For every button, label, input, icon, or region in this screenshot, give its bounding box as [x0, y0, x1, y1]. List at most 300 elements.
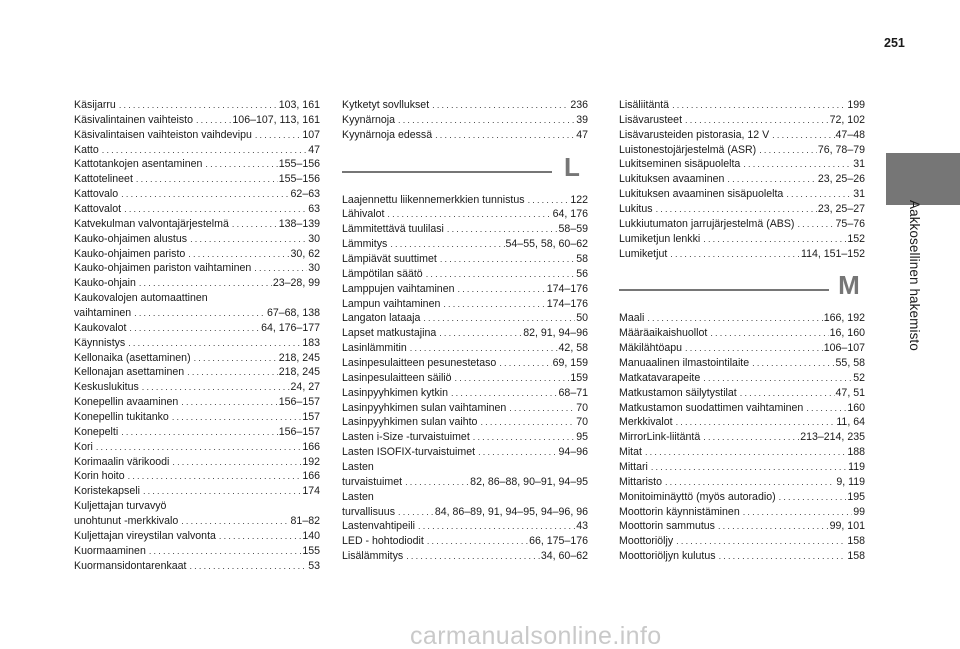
entry-pages: 47 — [576, 128, 588, 141]
entry-pages: 68–71 — [558, 386, 588, 399]
index-entry — [342, 549, 588, 564]
entry-pages: 166, 192 — [823, 312, 865, 325]
entry-term: Matkatavarapeite — [619, 371, 701, 384]
entry-term: Lastenvahtipeili — [342, 520, 416, 533]
letter-label: M — [838, 270, 860, 301]
entry-term: Lasten i-Size -turvaistuimet — [342, 431, 470, 444]
entry-pages: 43 — [576, 520, 588, 533]
index-entry — [619, 490, 865, 505]
entry-term: Korimaalin värikoodi — [74, 455, 170, 468]
entry-term: Kyynärnoja edessä — [342, 128, 433, 141]
entry-term: Moottoriöljy — [619, 535, 674, 548]
entry-term: Lukitseminen sisäpuolelta — [619, 158, 741, 171]
entry-pages: 72, 102 — [829, 113, 865, 126]
index-entry — [342, 534, 588, 549]
entry-term: Kellonajan asettaminen — [74, 366, 185, 379]
entry-term: Kyynärnoja — [342, 113, 395, 126]
index-entry — [342, 505, 588, 520]
index-entry — [342, 341, 588, 356]
entry-term: Lisäliitäntä — [619, 99, 670, 111]
dot-leader — [478, 445, 557, 460]
entry-pages: 69, 159 — [552, 357, 588, 370]
index-entry — [342, 222, 588, 237]
entry-term: Lasinpyyhkimen sulan vaihtaminen — [342, 401, 507, 414]
entry-term: Lisävarusteet — [619, 113, 683, 126]
entry-pages: 138–139 — [278, 217, 320, 230]
dot-leader — [142, 380, 290, 395]
entry-term: unohtunut -merkkivalo — [74, 515, 179, 528]
entry-term: Lukkiutumaton jarrujärjestelmä (ABS) — [619, 217, 795, 230]
index-entry — [74, 172, 320, 187]
index-entry — [74, 187, 320, 202]
entry-pages: 76, 78–79 — [817, 143, 865, 156]
index-entry — [74, 128, 320, 143]
dot-leader — [786, 187, 852, 202]
entry-pages: 50 — [576, 312, 588, 325]
entry-pages: 213–214, 235 — [800, 431, 865, 444]
entry-pages: 158 — [847, 535, 865, 548]
letter-heading-m — [619, 269, 865, 301]
entry-pages: 157 — [302, 411, 320, 424]
entry-term: Kytketyt sovllukset — [342, 99, 430, 111]
index-entry — [619, 311, 865, 326]
entry-pages: 66, 175–176 — [529, 535, 588, 548]
dot-leader — [473, 430, 575, 445]
entry-pages: 166 — [302, 470, 320, 483]
entry-pages: 236 — [570, 99, 588, 111]
index-entry — [619, 519, 865, 534]
dot-leader — [458, 282, 546, 297]
dot-leader — [752, 356, 834, 371]
entry-pages: 9, 119 — [836, 475, 865, 488]
index-entry — [342, 356, 588, 371]
page-number: 251 — [884, 36, 905, 50]
entry-term: turvallisuus — [342, 505, 395, 518]
dot-leader — [121, 425, 278, 440]
entry-term: Maali — [619, 312, 645, 325]
index-entry — [619, 217, 865, 232]
dot-leader — [187, 365, 278, 380]
entry-pages: 158 — [847, 550, 865, 563]
dot-leader — [219, 529, 301, 544]
entry-pages: 174–176 — [546, 297, 588, 310]
index-entry — [74, 440, 320, 455]
dot-leader — [743, 505, 852, 520]
dot-leader — [387, 207, 551, 222]
entry-pages: 23, 25–26 — [817, 173, 865, 186]
entry-term: Käsivalintainen vaihteisto — [74, 113, 193, 126]
entry-pages: 47 — [308, 143, 320, 156]
entry-pages: 140 — [302, 529, 320, 542]
dot-leader — [190, 232, 307, 247]
entry-term: Lukituksen avaaminen — [619, 173, 725, 186]
entry-term: Lasinpesulaitteen säiliö — [342, 371, 452, 384]
entry-pages: 218, 245 — [278, 366, 320, 379]
index-entry — [74, 484, 320, 499]
entry-list — [342, 193, 588, 564]
index-entry — [619, 386, 865, 401]
index-entry — [619, 113, 865, 128]
entry-term: Lasinpesulaitteen pesunestetaso — [342, 357, 497, 370]
index-entry — [342, 113, 588, 128]
index-entry — [74, 380, 320, 395]
index-entry — [342, 519, 588, 534]
index-entry — [74, 98, 320, 113]
entry-pages: 56 — [576, 267, 588, 280]
entry-term: Käynnistys — [74, 336, 126, 349]
index-entry — [342, 267, 588, 282]
index-entry — [74, 544, 320, 559]
index-entry — [619, 157, 865, 172]
dot-leader — [439, 326, 522, 341]
dot-leader — [685, 113, 829, 128]
entry-pages: 54–55, 58, 60–62 — [505, 238, 588, 251]
index-entry — [74, 247, 320, 262]
dot-leader — [509, 401, 575, 416]
entry-pages: 31 — [853, 158, 865, 171]
index-entry — [74, 514, 320, 529]
dot-leader — [124, 202, 307, 217]
entry-pages: 119 — [848, 461, 865, 474]
entry-pages: 174 — [302, 485, 320, 498]
entry-pages: 155–156 — [278, 158, 320, 171]
index-entry — [619, 401, 865, 416]
dot-leader — [797, 217, 834, 232]
index-entry — [74, 113, 320, 128]
entry-term: Konepellin tukitanko — [74, 411, 169, 424]
dot-leader — [740, 386, 835, 401]
dot-leader — [779, 490, 847, 505]
entry-pages: 30 — [308, 232, 320, 245]
dot-leader — [196, 113, 231, 128]
entry-pages: 67–68, 138 — [266, 307, 320, 320]
dot-leader — [703, 232, 846, 247]
entry-term: Lisävarusteiden pistorasia, 12 V — [619, 128, 770, 141]
entry-term: Moottorin käynnistäminen — [619, 505, 740, 518]
index-entry — [74, 351, 320, 366]
entry-term: Kaukovalot — [74, 321, 127, 334]
entry-pages: 70 — [576, 401, 588, 414]
dot-leader — [656, 202, 817, 217]
side-title-text: Aakkosellinen hakemisto — [907, 200, 922, 351]
dot-leader — [121, 187, 289, 202]
index-entry — [619, 247, 865, 262]
dot-leader — [102, 143, 307, 158]
entry-term: Käsijarru — [74, 99, 116, 111]
index-entry — [342, 128, 588, 143]
index-entry — [619, 143, 865, 158]
index-entry — [619, 128, 865, 143]
entry-pages: 64, 176 — [552, 208, 588, 221]
section-tab-marker — [886, 153, 960, 205]
entry-pages: 174–176 — [546, 282, 588, 295]
entry-term: Katvekulman valvontajärjestelmä — [74, 217, 229, 230]
index-entry — [619, 460, 865, 475]
entry-pages: 183 — [302, 336, 320, 349]
index-column-3 — [619, 98, 865, 564]
entry-term: Lukitus — [619, 203, 653, 216]
dot-leader — [406, 549, 540, 564]
dot-leader — [405, 475, 469, 490]
entry-term: Kauko-ohjaimen alustus — [74, 232, 188, 245]
dot-leader — [670, 247, 800, 262]
dot-leader — [806, 401, 846, 416]
index-entry — [74, 455, 320, 470]
dot-leader — [447, 222, 558, 237]
entry-term: Lisälämmitys — [342, 550, 404, 563]
index-entry — [74, 217, 320, 232]
index-entry — [342, 193, 588, 208]
index-entry — [342, 311, 588, 326]
index-entry — [342, 445, 588, 460]
dot-leader — [710, 326, 828, 341]
dot-leader — [440, 252, 575, 267]
dot-leader — [759, 143, 817, 158]
dot-leader — [435, 128, 575, 143]
entry-pages: 106–107, 113, 161 — [232, 113, 320, 126]
index-entry — [619, 341, 865, 356]
watermark: carmanualsonline.info — [410, 622, 662, 649]
entry-term: Mittari — [619, 461, 648, 474]
entry-term: Lasinpyyhkimen kytkin — [342, 386, 448, 399]
entry-pages: 84, 86–89, 91, 94–95, 94–96, 96 — [434, 505, 588, 518]
entry-pages: 160 — [847, 401, 865, 414]
entry-pages: 75–76 — [835, 217, 865, 230]
entry-term: Luistonestojärjestelmä (ASR) — [619, 143, 757, 156]
entry-pages: 23, 25–27 — [817, 203, 865, 216]
index-entry — [619, 202, 865, 217]
entry-term: Lämmitys — [342, 238, 388, 251]
dot-leader — [119, 98, 278, 113]
entry-pages: 55, 58 — [835, 357, 865, 370]
dot-leader — [194, 351, 278, 366]
entry-pages: 53 — [308, 559, 320, 572]
dot-leader — [727, 172, 816, 187]
index-entry — [342, 282, 588, 297]
entry-pages: 195 — [847, 490, 865, 503]
entry-term: Matkustamon säilytystilat — [619, 386, 737, 399]
index-entry — [342, 386, 588, 401]
entry-term: Lumiketjut — [619, 247, 668, 260]
index-entry — [342, 207, 588, 222]
entry-list — [619, 311, 865, 564]
index-entry — [342, 252, 588, 267]
entry-pages: 82, 91, 94–96 — [523, 327, 588, 340]
entry-term: MirrorLink-liitäntä — [619, 431, 701, 444]
entry-term: Kattotankojen asentaminen — [74, 158, 203, 171]
entry-term: Matkustamon suodattimen vaihtaminen — [619, 401, 804, 414]
entry-pages: 114, 151–152 — [800, 247, 865, 260]
entry-pages: 47, 51 — [835, 386, 865, 399]
entry-pages: 23–28, 99 — [272, 277, 320, 290]
entry-term: Mitat — [619, 446, 642, 459]
dot-leader — [181, 395, 278, 410]
entry-pages: 188 — [847, 446, 865, 459]
dot-leader — [128, 469, 302, 484]
index-entry — [619, 505, 865, 520]
index-entry — [74, 157, 320, 172]
entry-term: Lämpötilan säätö — [342, 267, 423, 280]
dot-leader — [528, 193, 570, 208]
index-entry — [619, 98, 865, 113]
entry-pages: 218, 245 — [278, 351, 320, 364]
entry-pages: 31 — [853, 188, 865, 201]
dot-leader — [685, 341, 823, 356]
index-entry — [74, 336, 320, 351]
index-entry — [74, 321, 320, 336]
index-entry — [342, 371, 588, 386]
index-entry — [619, 445, 865, 460]
dot-leader — [134, 306, 266, 321]
dot-leader — [719, 549, 847, 564]
dot-leader — [676, 534, 846, 549]
dot-leader — [443, 297, 545, 312]
entry-pages: 199 — [847, 99, 865, 111]
entry-pages: 99 — [853, 505, 865, 518]
entry-term: Mäkilähtöapu — [619, 342, 683, 355]
index-entry-continued: Lasten — [342, 490, 374, 503]
dot-leader — [254, 261, 307, 276]
dot-leader — [255, 128, 301, 143]
entry-term: Korin hoito — [74, 470, 125, 483]
index-column-2 — [342, 98, 588, 564]
entry-term: Katto — [74, 143, 99, 156]
entry-pages: 106–107 — [823, 342, 865, 355]
index-entry — [619, 356, 865, 371]
entry-pages: 155 — [302, 544, 320, 557]
entry-term: Lampun vaihtaminen — [342, 297, 441, 310]
entry-term: turvaistuimet — [342, 475, 403, 488]
index-entry-continued: Kuljettajan turvavyö — [74, 500, 167, 513]
entry-pages: 58 — [576, 253, 588, 266]
entry-pages: 58–59 — [558, 223, 588, 236]
entry-term: Mittaristo — [619, 475, 662, 488]
index-entry — [342, 98, 588, 113]
dot-leader — [647, 311, 822, 326]
dot-leader — [418, 519, 575, 534]
entry-pages: 30, 62 — [290, 247, 320, 260]
entry-pages: 99, 101 — [829, 520, 865, 533]
index-entry — [619, 326, 865, 341]
entry-pages: 156–157 — [278, 396, 320, 409]
entry-pages: 52 — [853, 371, 865, 384]
dot-leader — [139, 276, 272, 291]
entry-term: Kellonaika (asettaminen) — [74, 351, 191, 364]
dot-leader — [499, 356, 551, 371]
index-entry — [74, 410, 320, 425]
entry-term: Moottorin sammutus — [619, 520, 715, 533]
entry-term: Käsivalintaisen vaihteiston vaihdevipu — [74, 128, 252, 141]
dot-leader — [480, 415, 575, 430]
entry-pages: 24, 27 — [290, 381, 320, 394]
dot-leader — [423, 311, 575, 326]
entry-pages: 159 — [570, 371, 588, 384]
index-entry — [342, 326, 588, 341]
entry-term: Koristekapseli — [74, 485, 140, 498]
entry-term: Lukituksen avaaminen sisäpuolelta — [619, 188, 784, 201]
dot-leader — [205, 157, 277, 172]
dot-leader — [181, 514, 289, 529]
dot-leader — [455, 371, 570, 386]
index-entry — [342, 237, 588, 252]
dot-leader — [665, 475, 835, 490]
entry-term: Lähivalot — [342, 208, 385, 221]
entry-pages: 30 — [308, 262, 320, 275]
dot-leader — [426, 267, 576, 282]
entry-term: Konepellin avaaminen — [74, 396, 179, 409]
entry-term: vaihtaminen — [74, 307, 132, 320]
dot-leader — [645, 445, 846, 460]
dot-leader — [718, 519, 829, 534]
dot-leader — [743, 157, 852, 172]
index-entry — [74, 143, 320, 158]
dot-leader — [772, 128, 834, 143]
entry-term: Kauko-ohjaimen paristo — [74, 247, 186, 260]
letter-rule — [342, 171, 552, 173]
entry-pages: 62–63 — [290, 188, 320, 201]
index-entry — [619, 371, 865, 386]
dot-leader — [410, 341, 558, 356]
entry-pages: 122 — [570, 193, 588, 206]
index-entry — [74, 365, 320, 380]
entry-pages: 95 — [576, 431, 588, 444]
entry-term: Lamppujen vaihtaminen — [342, 282, 455, 295]
index-entry — [74, 261, 320, 276]
dot-leader — [676, 415, 836, 430]
entry-pages: 47–48 — [835, 128, 865, 141]
dot-leader — [232, 217, 278, 232]
entry-term: Moottoriöljyn kulutus — [619, 550, 716, 563]
index-entry-continued: Lasten — [342, 461, 374, 474]
index-entry — [342, 401, 588, 416]
dot-leader — [172, 410, 301, 425]
dot-leader — [390, 237, 504, 252]
dot-leader — [703, 371, 852, 386]
entry-term: Kattovalot — [74, 203, 122, 216]
index-entry — [619, 475, 865, 490]
entry-term: Keskuslukitus — [74, 381, 139, 394]
index-entry — [619, 187, 865, 202]
entry-pages: 107 — [302, 128, 320, 141]
index-entry — [74, 306, 320, 321]
entry-pages: 82, 86–88, 90–91, 94–95 — [470, 475, 588, 488]
entry-term: Kattotelineet — [74, 173, 133, 186]
index-entry — [342, 415, 588, 430]
index-entry-continued: Kaukovalojen automaattinen — [74, 292, 208, 305]
index-column-1 — [74, 98, 320, 574]
dot-leader — [651, 460, 847, 475]
index-entry — [619, 172, 865, 187]
index-entry — [619, 430, 865, 445]
dot-leader — [188, 247, 289, 262]
entry-pages: 42, 58 — [558, 342, 588, 355]
entry-term: Konepelti — [74, 425, 119, 438]
dot-leader — [672, 98, 846, 113]
entry-term: Lasinlämmitin — [342, 342, 407, 355]
entry-pages: 63 — [308, 203, 320, 216]
dot-leader — [149, 544, 301, 559]
entry-term: Kuljettajan vireystilan valvonta — [74, 529, 216, 542]
dot-leader — [432, 98, 569, 113]
dot-leader — [128, 336, 301, 351]
dot-leader — [451, 386, 558, 401]
index-entry — [619, 415, 865, 430]
dot-leader — [129, 321, 260, 336]
entry-term: Kuormansidontarenkaat — [74, 559, 187, 572]
dot-leader — [143, 484, 301, 499]
entry-pages: 11, 64 — [836, 416, 865, 429]
letter-heading-l — [342, 151, 588, 183]
